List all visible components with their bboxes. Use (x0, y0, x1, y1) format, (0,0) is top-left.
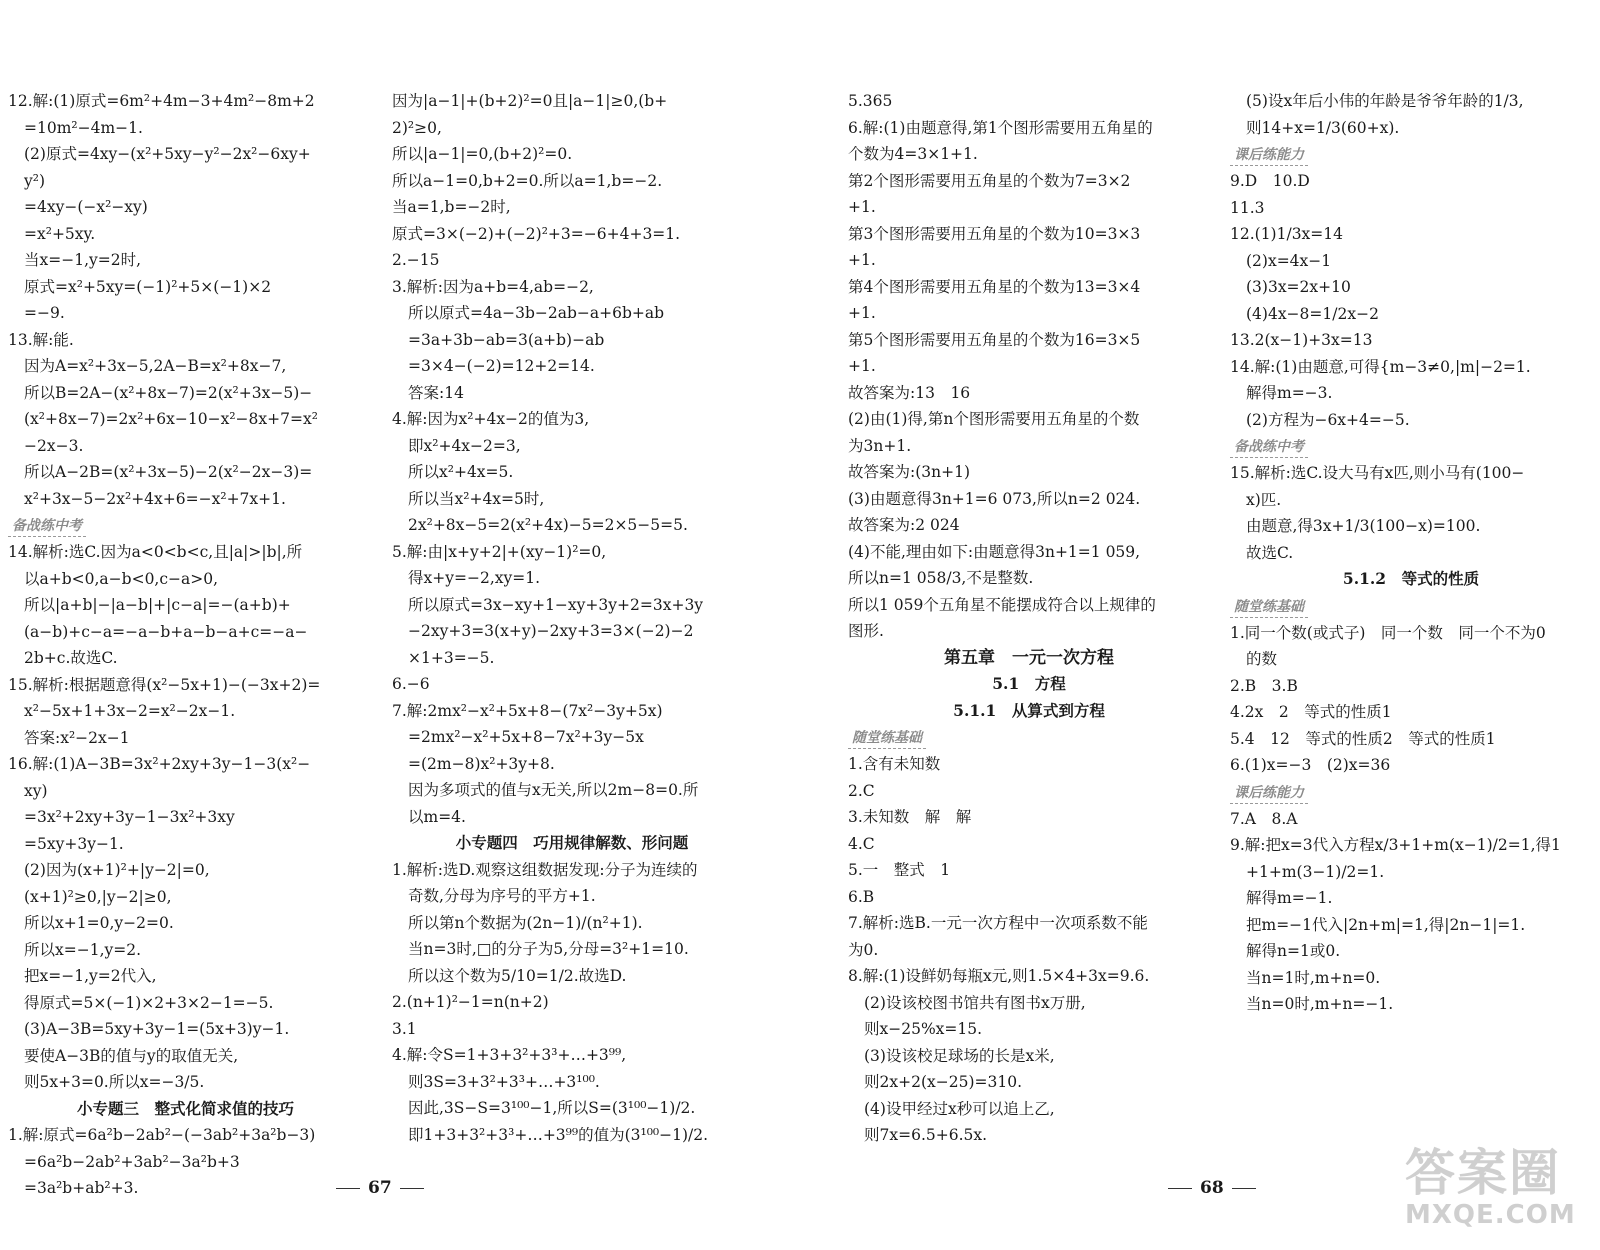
text-line: 原式=3×(−2)+(−2)²+3=−6+4+3=1. (392, 224, 681, 243)
watermark-logo (1405, 1145, 1576, 1229)
text-line: 当x=−1,y=2时, (24, 251, 142, 269)
text-line: (x+1)²≥0,|y−2|≥0, (24, 887, 172, 906)
text-line: 则14+x=1/3(60+x). (1246, 118, 1400, 137)
text-line: 15.解析:选C.设大马有x匹,则小马有(100− (1230, 464, 1525, 482)
text-line: 13.解:能. (8, 330, 74, 349)
text-line: =10m²−4m−1. (24, 118, 143, 137)
text-line: 则3S=3+3²+3³+…+3¹⁰⁰. (408, 1072, 600, 1091)
text-line: =4xy−(−x²−xy) (24, 198, 148, 216)
text-line: 2.−15 (392, 251, 440, 269)
text-line: 得原式=5×(−1)×2+3×2−1=−5. (24, 993, 274, 1012)
text-line: (2)x=4x−1 (1246, 251, 1332, 270)
text-line: 3.未知数 解 解 (848, 808, 972, 826)
text-line: 2x²+8x−5=2(x²+4x)−5=2×5−5=5. (408, 516, 688, 534)
text-line: 所以B=2A−(x²+8x−7)=2(x²+3x−5)− (24, 383, 313, 402)
text-line: 6.解:(1)由题意得,第1个图形需要用五角星的 (848, 118, 1153, 137)
text-line: 14.解:(1)由题意,可得{m−3≠0,|m|−2=1. (1230, 357, 1531, 376)
text-line: 为0. (848, 940, 879, 959)
text-line: 12.(1)1/3x=14 (1230, 225, 1344, 243)
text-line: 5.一 整式 1 (848, 861, 951, 879)
text-line: =−9. (24, 304, 65, 322)
text-line: 因为A=x²+3x−5,2A−B=x²+8x−7, (24, 357, 287, 375)
text-line: =3×4−(−2)=12+2=14. (408, 357, 595, 375)
text-line: 9.解:把x=3代入方程x/3+1+m(x−1)/2=1,得1 (1230, 836, 1561, 854)
text-line: 因为多项式的值与x无关,所以2m−8=0.所 (408, 781, 699, 799)
text-line: 16.解:(1)A−3B=3x²+2xy+3y−1−3(x²− (8, 755, 311, 773)
text-line: (3)设该校足球场的长是x米, (864, 1046, 1055, 1065)
text-line: 要使A−3B的值与y的取值无关, (24, 1046, 239, 1065)
text-line: 1.同一个数(或式子) 同一个数 同一个不为0 (1230, 623, 1546, 642)
text-line: 3.解析:因为a+b=4,ab=−2, (392, 277, 594, 296)
text-line: =(2m−8)x²+3y+8. (408, 754, 555, 773)
text-line: 4.解:因为x²+4x−2的值为3, (392, 410, 590, 428)
column-3 (848, 88, 1210, 1149)
text-line: 4.2x 2 等式的性质1 (1230, 703, 1392, 721)
text-line: 所以原式=3x−xy+1−xy+3y+2=3x+3y (408, 595, 704, 614)
text-line: (2)方程为−6x+4=−5. (1246, 410, 1410, 429)
text-line: 15.解析:根据题意得(x²−5x+1)−(−3x+2)= (8, 675, 321, 694)
page-number-left (328, 1178, 432, 1198)
page-number-text: 68 (1200, 1178, 1224, 1198)
text-line: 4.解:令S=1+3+3²+3³+…+3⁹⁹, (392, 1046, 627, 1064)
text-line: −2xy+3=3(x+y)−2xy+3=3×(−2)−2 (408, 622, 694, 640)
text-line: (2)由(1)得,第n个图形需要用五角星的个数 (848, 410, 1140, 428)
text-line: 3.1 (392, 1019, 417, 1038)
text-line: 第2个图形需要用五角星的个数为7=3×2 (848, 171, 1131, 190)
text-line: x)匹. (1246, 490, 1282, 509)
text-line: 所以x=−1,y=2. (24, 940, 142, 959)
text-line: =5xy+3y−1. (24, 834, 124, 853)
column-1 (8, 88, 363, 1202)
chapter-heading: 第五章 一元一次方程 (944, 647, 1114, 668)
section-tag: 随堂练基础 (1230, 597, 1308, 618)
text-line: 当n=1时,m+n=0. (1246, 968, 1381, 987)
section-tag: 随堂练基础 (848, 728, 926, 749)
text-line: 11.3 (1230, 198, 1265, 217)
text-line: 7.A 8.A (1230, 809, 1298, 828)
text-line: y²) (24, 171, 46, 190)
section-tag: 备战练中考 (1230, 437, 1308, 458)
text-line: 2.C (848, 781, 875, 800)
text-line: x²−5x+1+3x−2=x²−2x−1. (24, 702, 236, 720)
text-line: (4)4x−8=1/2x−2 (1246, 304, 1379, 323)
text-line: 则2x+2(x−25)=310. (864, 1073, 1022, 1091)
text-line: 7.解:2mx²−x²+5x+8−(7x²−3y+5x) (392, 701, 663, 720)
text-line: +1. (848, 251, 876, 269)
text-line: 6.(1)x=−3 (2)x=36 (1230, 756, 1391, 774)
text-line: 答案:14 (408, 383, 464, 402)
text-line: 所以A−2B=(x²+3x−5)−2(x²−2x−3)= (24, 463, 313, 481)
section-tag: 备战练中考 (8, 516, 86, 537)
text-line: 把m=−1代入|2n+m|=1,得|2n−1|=1. (1246, 915, 1526, 934)
text-line: ×1+3=−5. (408, 648, 495, 667)
text-line: 解得n=1或0. (1246, 942, 1341, 960)
text-line: 第5个图形需要用五角星的个数为16=3×5 (848, 330, 1141, 349)
text-line: +1. (848, 304, 876, 322)
text-line: +1. (848, 357, 876, 375)
text-line: 当n=0时,m+n=−1. (1246, 995, 1394, 1013)
text-line: 2)²≥0, (392, 118, 442, 137)
text-line: 所以x+1=0,y−2=0. (24, 914, 174, 932)
text-line: (2)因为(x+1)²+|y−2|=0, (24, 861, 210, 879)
section-tag: 课后练能力 (1230, 783, 1308, 804)
text-line: 以m=4. (408, 807, 466, 826)
text-line: =2mx²−x²+5x+8−7x²+3y−5x (408, 728, 644, 746)
text-line: 当n=3时,□的分子为5,分母=3²+1=10. (408, 940, 689, 958)
text-line: (4)设甲经过x秒可以追上乙, (864, 1099, 1055, 1118)
text-line: 为3n+1. (848, 436, 912, 455)
text-line: 2.(n+1)²−1=n(n+2) (392, 993, 549, 1011)
text-line: 即x²+4x−2=3, (408, 436, 521, 455)
text-line: 则x−25%x=15. (864, 1020, 983, 1038)
text-line: (3)3x=2x+10 (1246, 278, 1351, 296)
page-dash (1232, 1188, 1256, 1189)
text-line: 所以这个数为5/10=1/2.故选D. (408, 966, 627, 985)
text-line: 把x=−1,y=2代入, (24, 967, 157, 985)
text-line: 第4个图形需要用五角星的个数为13=3×4 (848, 277, 1141, 296)
text-line: (a−b)+c−a=−a−b+a−b−a+c=−a− (24, 622, 308, 641)
text-line: 因为|a−1|+(b+2)²=0且|a−1|≥0,(b+ (392, 92, 668, 110)
section-tag: 课后练能力 (1230, 145, 1308, 166)
text-line: 所以1 059个五角星不能摆成符合以上规律的 (848, 595, 1156, 614)
text-line: 1.解:原式=6a²b−2ab²−(−3ab²+3a²b−3) (8, 1126, 316, 1144)
text-line: 7.解析:选B.一元一次方程中一次项系数不能 (848, 914, 1148, 932)
text-line: 2b+c.故选C. (24, 649, 118, 667)
text-line: 的数 (1246, 650, 1278, 668)
watermark-url: MXQE.COM (1405, 1200, 1576, 1230)
text-line: 6.B (848, 887, 875, 906)
text-line: (x²+8x−7)=2x²+6x−10−x²−8x+7=x² (24, 410, 318, 428)
text-line: 由题意,得3x+1/3(100−x)=100. (1246, 517, 1481, 535)
text-line: 奇数,分母为序号的平方+1. (408, 887, 596, 905)
section-heading: 小专题四 巧用规律解数、形问题 (455, 833, 689, 852)
text-line: 所以|a−1|=0,(b+2)²=0. (392, 145, 573, 163)
text-line: 故答案为:2 024 (848, 516, 960, 534)
text-line: =3a²b+ab²+3. (24, 1179, 139, 1197)
text-line: 12.解:(1)原式=6m²+4m−3+4m²−8m+2 (8, 92, 315, 110)
text-line: =6a²b−2ab²+3ab²−3a²b+3 (24, 1152, 240, 1171)
text-line: x²+3x−5−2x²+4x+6=−x²+7x+1. (24, 489, 286, 508)
text-line: +1+m(3−1)/2=1. (1246, 862, 1385, 881)
text-line: 故选C. (1246, 543, 1294, 562)
page-dash (400, 1188, 424, 1189)
text-line: 1.解析:选D.观察这组数据发现:分子为连续的 (392, 860, 698, 879)
subsection-heading: 5.1.1 从算式到方程 (953, 700, 1105, 720)
text-line: 图形. (848, 622, 884, 640)
column-2 (392, 88, 752, 1148)
text-line: 2.B 3.B (1230, 676, 1298, 695)
text-line: 第3个图形需要用五角星的个数为10=3×3 (848, 224, 1141, 243)
text-line: 9.D 10.D (1230, 172, 1310, 190)
text-line: 故答案为:13 16 (848, 383, 971, 402)
column-4 (1230, 88, 1592, 1018)
text-line: =3a+3b−ab=3(a+b)−ab (408, 330, 605, 349)
text-line: 所以第n个数据为(2n−1)/(n²+1). (408, 913, 643, 932)
text-line: 故答案为:(3n+1) (848, 463, 971, 481)
text-line: 答案:x²−2x−1 (24, 728, 130, 747)
text-line: 8.解:(1)设鲜奶每瓶x元,则1.5×4+3x=9.6. (848, 967, 1150, 985)
text-line: 因此,3S−S=3¹⁰⁰−1,所以S=(3¹⁰⁰−1)/2. (408, 1099, 696, 1117)
text-line: 所以x²+4x=5. (408, 463, 514, 481)
text-line: 以a+b<0,a−b<0,c−a>0, (24, 569, 219, 588)
text-line: (5)设x年后小伟的年龄是爷爷年龄的1/3, (1246, 92, 1524, 110)
page-dash (1168, 1188, 1192, 1189)
text-line: 4.C (848, 834, 875, 853)
text-line: =x²+5xy. (24, 224, 96, 243)
page-dash (336, 1188, 360, 1189)
text-line: 所以原式=4a−3b−2ab−a+6b+ab (408, 304, 665, 322)
text-line: 解得m=−1. (1246, 889, 1333, 907)
page-number-right (1160, 1178, 1264, 1198)
text-line: 即1+3+3²+3³+…+3⁹⁹的值为(3¹⁰⁰−1)/2. (408, 1125, 709, 1144)
text-line: 5.4 12 等式的性质2 等式的性质1 (1230, 729, 1496, 748)
text-line: (3)A−3B=5xy+3y−1=(5x+3)y−1. (24, 1020, 290, 1038)
text-line: (2)原式=4xy−(x²+5xy−y²−2x²−6xy+ (24, 145, 311, 163)
text-line: 14.解析:选C.因为a<0<b<c,且|a|>|b|,所 (8, 543, 303, 561)
text-line: 1.含有未知数 (848, 755, 941, 773)
text-line: 个数为4=3×1+1. (848, 145, 978, 163)
watermark-text: 答案圈 (1405, 1144, 1561, 1202)
text-line: 得x+y=−2,xy=1. (408, 569, 541, 587)
page-number-text: 67 (368, 1178, 392, 1198)
text-line: 所以当x²+4x=5时, (408, 489, 545, 508)
section-heading: 5.1 方程 (992, 674, 1066, 693)
section-heading: 小专题三 整式化简求值的技巧 (76, 1098, 294, 1118)
text-line: (3)由题意得3n+1=6 073,所以n=2 024. (848, 489, 1141, 508)
text-line: 5.365 (848, 92, 893, 110)
text-line: 则5x+3=0.所以x=−3/5. (24, 1073, 205, 1091)
text-line: 所以a−1=0,b+2=0.所以a=1,b=−2. (392, 171, 663, 190)
text-line: =3x²+2xy+3y−1−3x²+3xy (24, 808, 235, 826)
text-line: 所以n=1 058/3,不是整数. (848, 569, 1034, 587)
text-line: xy) (24, 781, 48, 800)
text-line: 13.2(x−1)+3x=13 (1230, 331, 1373, 349)
text-line: −2x−3. (24, 436, 84, 455)
text-line: (2)设该校图书馆共有图书x万册, (864, 993, 1086, 1012)
text-line: 当a=1,b=−2时, (392, 198, 511, 216)
text-line: (4)不能,理由如下:由题意得3n+1=1 059, (848, 542, 1141, 561)
text-line: 所以|a+b|−|a−b|+|c−a|=−(a+b)+ (24, 596, 291, 614)
subsection-heading: 5.1.2 等式的性质 (1342, 569, 1480, 588)
text-line: 5.解:由|x+y+2|+(xy−1)²=0, (392, 542, 607, 561)
text-line: 解得m=−3. (1246, 384, 1333, 402)
text-line: +1. (848, 198, 876, 216)
text-line: 6.−6 (392, 675, 430, 693)
text-line: 则7x=6.5+6.5x. (864, 1126, 988, 1144)
text-line: 原式=x²+5xy=(−1)²+5×(−1)×2 (24, 277, 272, 296)
